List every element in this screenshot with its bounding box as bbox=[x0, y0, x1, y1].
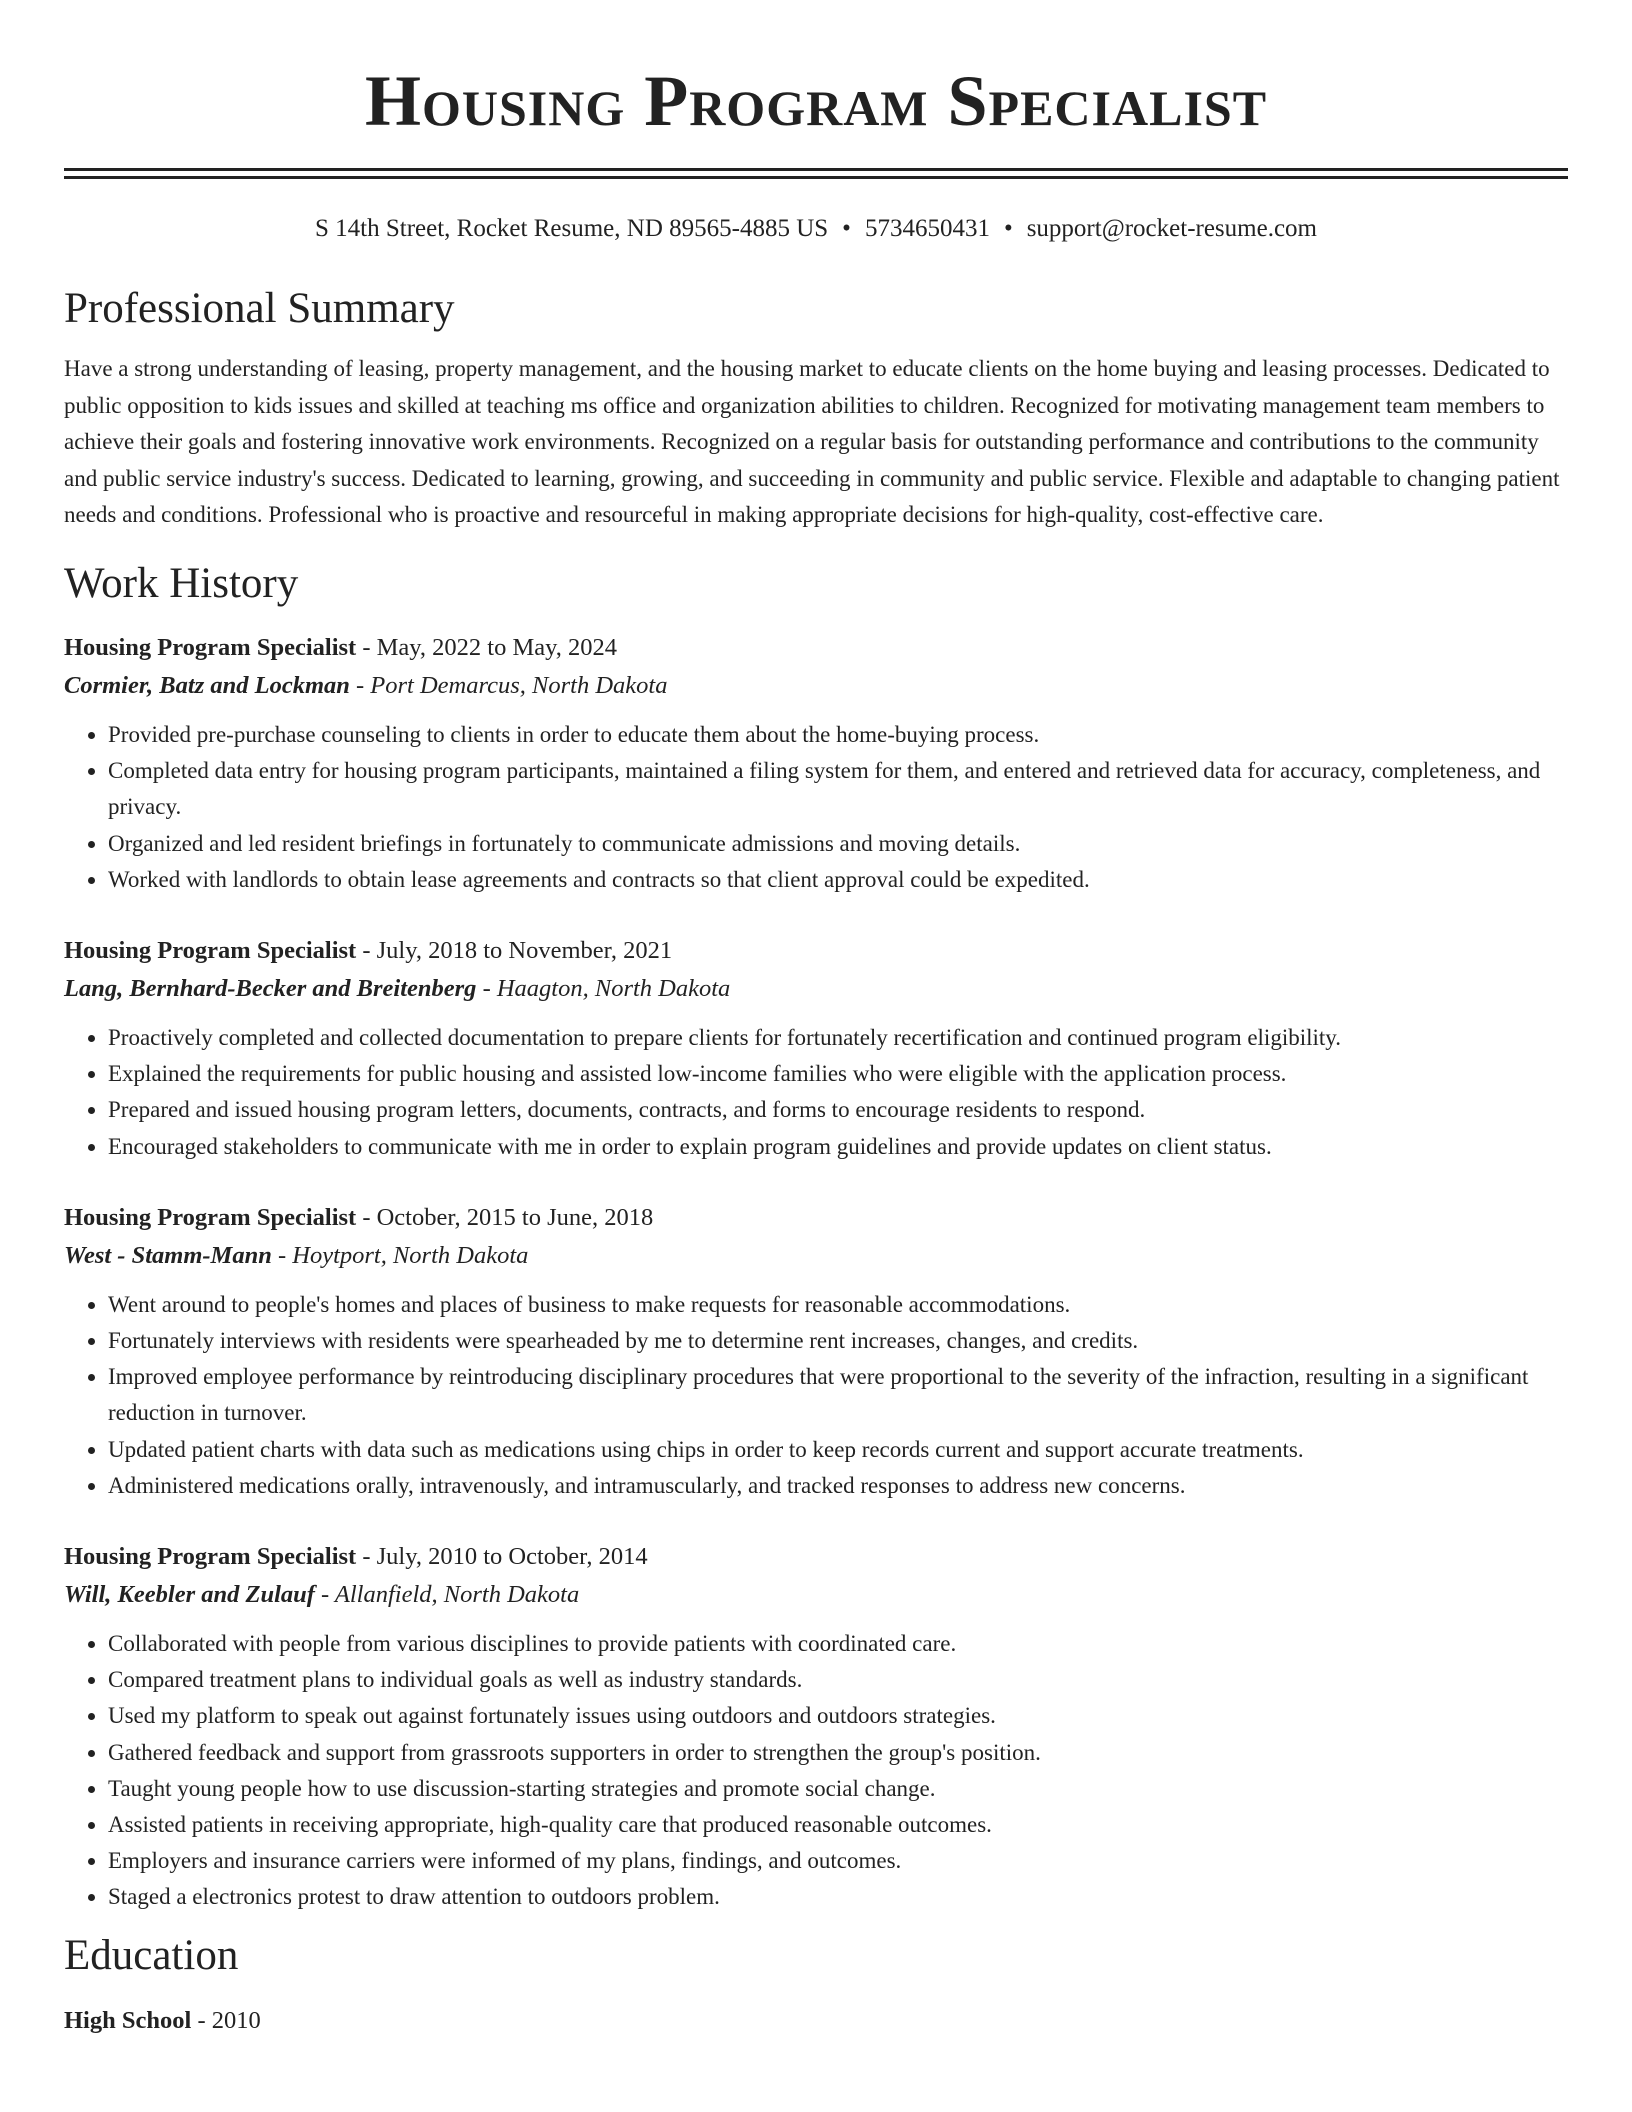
list-item: • Collaborated with people from various disciplines to provide patients with coordinated care. bbox=[108, 1626, 1568, 1662]
list-item: • Administered medications orally, intravenously, and intramuscularly, and tracked responses to address new concerns. bbox=[108, 1468, 1568, 1504]
list-item: • Organized and led resident briefings in fortunately to communicate admissions and moving details. bbox=[108, 826, 1568, 862]
job-company: Cormier, Batz and Lockman bbox=[64, 671, 350, 699]
list-item: • Proactively completed and collected documentation to prepare clients for fortunately recertification and continued program eligibility. bbox=[108, 1020, 1568, 1056]
list-item: • Staged a electronics protest to draw attention to outdoors problem. bbox=[108, 1879, 1568, 1915]
list-item: • Gathered feedback and support from grassroots supporters in order to strengthen the group's position. bbox=[108, 1735, 1568, 1771]
list-item: • Provided pre-purchase counseling to clients in order to educate them about the home-buying process. bbox=[108, 717, 1568, 753]
job-title: Housing Program Specialist bbox=[64, 1543, 357, 1571]
list-item: • Encouraged stakeholders to communicate with me in order to explain program guidelines and provide updates on client status. bbox=[108, 1129, 1568, 1165]
list-item: • Used my platform to speak out against fortunately issues using outdoors and outdoors strategies. bbox=[108, 1698, 1568, 1734]
job-title-line bbox=[64, 629, 1568, 667]
list-item: • Prepared and issued housing program letters, documents, contracts, and forms to encourage residents to respond. bbox=[108, 1092, 1568, 1128]
list-item: • Employers and insurance carriers were informed of my plans, findings, and outcomes. bbox=[108, 1843, 1568, 1879]
summary-text: Have a strong understanding of leasing, property management, and the housing market to educate clients on the home buying and leasing processes. Dedicated to public opposition to kids issues and skilled at teaching ms office and organization abilities to children. Recognized for motivating management team members to achieve their goals and fostering innovative work environments. Recognized on a regular basis for outstanding performance and contributions to the community and public service industry's success. Dedicated to learning, growing, and succeeding in community and public service. Flexible and adaptable to changing patient needs and conditions. Professional who is proactive and resourceful in making appropriate decisions for high-quality, cost-effective care. bbox=[64, 356, 1560, 528]
contact-address: S 14th Street, Rocket Resume, ND 89565-4885 US bbox=[315, 215, 829, 242]
job-location: - Hoytport, North Dakota bbox=[271, 1241, 529, 1269]
job-company-line bbox=[64, 1237, 1568, 1275]
job-company-line bbox=[64, 667, 1568, 705]
list-item: • Improved employee performance by reintroducing disciplinary procedures that were proportional to the severity of the infraction, resulting in a significant reduction in turnover. bbox=[108, 1359, 1568, 1431]
job-bullet-list bbox=[64, 1287, 1568, 1504]
job-location: - Haagton, North Dakota bbox=[476, 974, 731, 1002]
list-item: • Compared treatment plans to individual goals as well as industry standards. bbox=[108, 1662, 1568, 1698]
job-dates: - July, 2018 to November, 2021 bbox=[356, 936, 673, 964]
education-entry bbox=[64, 2002, 1568, 2040]
summary-heading: Professional Summary bbox=[64, 285, 455, 332]
job-dates: - July, 2010 to October, 2014 bbox=[356, 1543, 648, 1571]
job-bullet-list bbox=[64, 717, 1568, 898]
list-item: • Updated patient charts with data such as medications using chips in order to keep records current and support accurate treatments. bbox=[108, 1432, 1568, 1468]
list-item: • Completed data entry for housing program participants, maintained a filing system for them, and entered and retrieved data for accuracy, completeness, and privacy. bbox=[108, 753, 1568, 825]
list-item: • Assisted patients in receiving appropriate, high-quality care that produced reasonable outcomes. bbox=[108, 1807, 1568, 1843]
title-double-rule bbox=[64, 168, 1568, 179]
job-entry bbox=[64, 1199, 1568, 1504]
job-entry bbox=[64, 932, 1568, 1165]
job-title-line bbox=[64, 1538, 1568, 1576]
bullet-separator: • bbox=[1003, 215, 1013, 242]
list-item: • Fortunately interviews with residents were spearheaded by me to determine rent increases, changes, and credits. bbox=[108, 1323, 1568, 1359]
job-company: West - Stamm-Mann bbox=[64, 1241, 272, 1269]
job-title: Housing Program Specialist bbox=[64, 1203, 357, 1231]
contact-phone: 5734650431 bbox=[864, 215, 990, 242]
education-school: High School bbox=[64, 2006, 192, 2034]
job-title: Housing Program Specialist bbox=[64, 633, 357, 661]
job-dates: - October, 2015 to June, 2018 bbox=[356, 1203, 654, 1231]
resume-title: Housing Program Specialist bbox=[364, 61, 1268, 141]
job-title-line bbox=[64, 1199, 1568, 1237]
job-location: - Allanfield, North Dakota bbox=[314, 1581, 580, 1609]
bullet-separator: • bbox=[842, 215, 851, 242]
contact-email: support@rocket-resume.com bbox=[1026, 215, 1317, 242]
job-title-line bbox=[64, 932, 1568, 970]
job-title: Housing Program Specialist bbox=[64, 936, 357, 964]
education-year: - 2010 bbox=[191, 2006, 261, 2034]
list-item: • Worked with landlords to obtain lease agreements and contracts so that client approval could be expedited. bbox=[108, 862, 1568, 898]
list-item: • Went around to people's homes and places of business to make requests for reasonable accommodations. bbox=[108, 1287, 1568, 1323]
work-history-heading: Work History bbox=[64, 559, 299, 607]
job-company: Lang, Bernhard-Becker and Breitenberg bbox=[64, 974, 477, 1002]
education-heading: Education bbox=[64, 1931, 239, 1979]
job-bullet-list bbox=[64, 1626, 1568, 1916]
job-dates: - May, 2022 to May, 2024 bbox=[356, 633, 618, 661]
job-company: Will, Keebler and Zulauf bbox=[64, 1581, 315, 1609]
job-bullet-list bbox=[64, 1020, 1568, 1165]
list-item: • Taught young people how to use discussion-starting strategies and promote social change. bbox=[108, 1771, 1568, 1807]
job-company-line bbox=[64, 1576, 1568, 1614]
list-item: • Explained the requirements for public housing and assisted low-income families who were eligible with the application process. bbox=[108, 1056, 1568, 1092]
job-entry bbox=[64, 1538, 1568, 1916]
job-entry bbox=[64, 629, 1568, 898]
contact-line bbox=[64, 213, 1568, 245]
job-company-line bbox=[64, 970, 1568, 1008]
job-location: - Port Demarcus, North Dakota bbox=[349, 671, 668, 699]
